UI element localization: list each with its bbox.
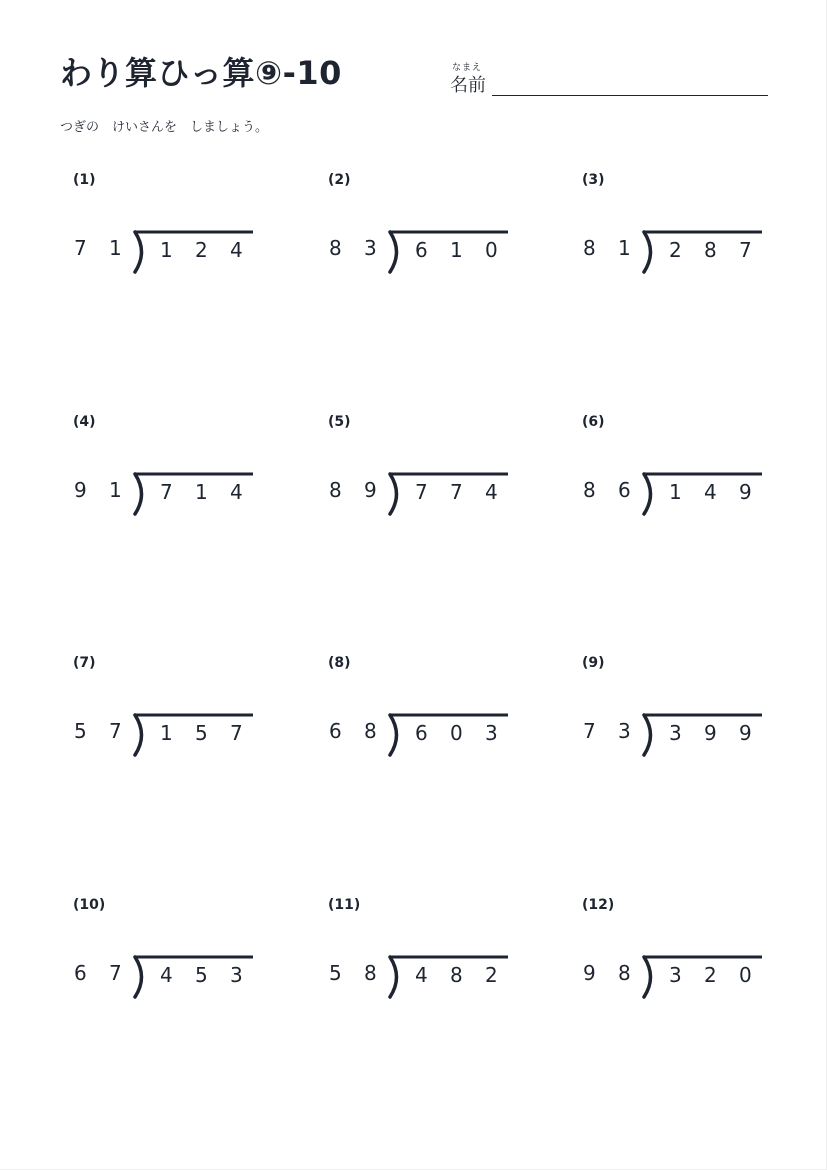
problem-7 [60,653,300,773]
dividend-digit: 5 [195,963,208,987]
problem-12 [569,895,809,1015]
dividend [669,963,774,987]
divisor-digit: 1 [109,236,122,260]
problem-label: (2) [328,172,351,188]
divisor-digit: 6 [329,719,342,743]
problem-label: (6) [582,414,605,430]
divisor-digit: 6 [74,961,87,985]
dividend-digit: 2 [704,963,717,987]
dividend-digit: 3 [485,721,498,745]
dividend-digit: 0 [450,721,463,745]
worksheet-title: わり算ひっ算⑨-10 [60,54,342,92]
dividend-digit: 9 [739,480,752,504]
name-label: 名前 [450,75,486,96]
dividend [160,721,265,745]
dividend-digit: 4 [230,480,243,504]
problem-3 [569,170,809,290]
divisor-digit: 3 [364,236,377,260]
problem-2 [315,170,555,290]
dividend [415,721,520,745]
divisor-digit: 5 [329,961,342,985]
dividend-digit: 4 [230,238,243,262]
dividend-digit: 8 [450,963,463,987]
dividend-digit: 1 [450,238,463,262]
dividend-digit: 1 [195,480,208,504]
divisor-digit: 8 [618,961,631,985]
divisor-digit: 3 [618,719,631,743]
instruction-text: つぎの けいさんを しましょう。 [60,120,269,135]
divisor-digit: 9 [74,478,87,502]
problem-label: (7) [73,655,96,671]
name-ruby: なまえ [452,63,483,73]
dividend-digit: 8 [704,238,717,262]
dividend-digit: 9 [739,721,752,745]
dividend-digit: 1 [669,480,682,504]
divisor-digit: 9 [583,961,596,985]
problem-label: (8) [328,655,351,671]
dividend-digit: 7 [450,480,463,504]
dividend-digit: 4 [704,480,717,504]
name-write-line[interactable] [492,95,768,96]
divisor-digit: 8 [583,478,596,502]
divisor-digit: 5 [74,719,87,743]
dividend-digit: 3 [669,963,682,987]
divisor-digit: 7 [109,961,122,985]
problem-8 [315,653,555,773]
dividend-digit: 4 [160,963,173,987]
dividend-digit: 2 [485,963,498,987]
dividend-digit: 3 [669,721,682,745]
dividend-digit: 4 [415,963,428,987]
dividend [160,963,265,987]
dividend-digit: 7 [230,721,243,745]
divisor-digit: 8 [329,236,342,260]
problem-10 [60,895,300,1015]
problem-label: (9) [582,655,605,671]
divisor-digit: 8 [329,478,342,502]
dividend [669,721,774,745]
dividend-digit: 1 [160,238,173,262]
dividend [160,480,265,504]
dividend [669,480,774,504]
problem-6 [569,412,809,532]
dividend-digit: 2 [669,238,682,262]
dividend [669,238,774,262]
name-field [450,60,770,100]
dividend-digit: 5 [195,721,208,745]
dividend-digit: 6 [415,238,428,262]
dividend-digit: 0 [739,963,752,987]
divisor-digit: 1 [109,478,122,502]
problem-label: (12) [582,897,615,913]
dividend-digit: 1 [160,721,173,745]
dividend-digit: 7 [160,480,173,504]
divisor-digit: 8 [583,236,596,260]
divisor-digit: 6 [618,478,631,502]
dividend-digit: 4 [485,480,498,504]
problem-grid [60,170,780,1010]
dividend [415,963,520,987]
problem-label: (1) [73,172,96,188]
divisor-digit: 1 [618,236,631,260]
divisor-digit: 8 [364,719,377,743]
problem-label: (5) [328,414,351,430]
dividend-digit: 7 [415,480,428,504]
dividend-digit: 9 [704,721,717,745]
dividend [415,238,520,262]
problem-9 [569,653,809,773]
divisor-digit: 7 [583,719,596,743]
problem-4 [60,412,300,532]
problem-1 [60,170,300,290]
problem-5 [315,412,555,532]
problem-11 [315,895,555,1015]
divisor-digit: 9 [364,478,377,502]
problem-label: (11) [328,897,361,913]
divisor-digit: 7 [109,719,122,743]
dividend-digit: 7 [739,238,752,262]
problem-label: (10) [73,897,106,913]
dividend-digit: 6 [415,721,428,745]
dividend [160,238,265,262]
problem-label: (4) [73,414,96,430]
dividend-digit: 3 [230,963,243,987]
divisor-digit: 8 [364,961,377,985]
dividend-digit: 2 [195,238,208,262]
problem-label: (3) [582,172,605,188]
dividend [415,480,520,504]
divisor-digit: 7 [74,236,87,260]
dividend-digit: 0 [485,238,498,262]
